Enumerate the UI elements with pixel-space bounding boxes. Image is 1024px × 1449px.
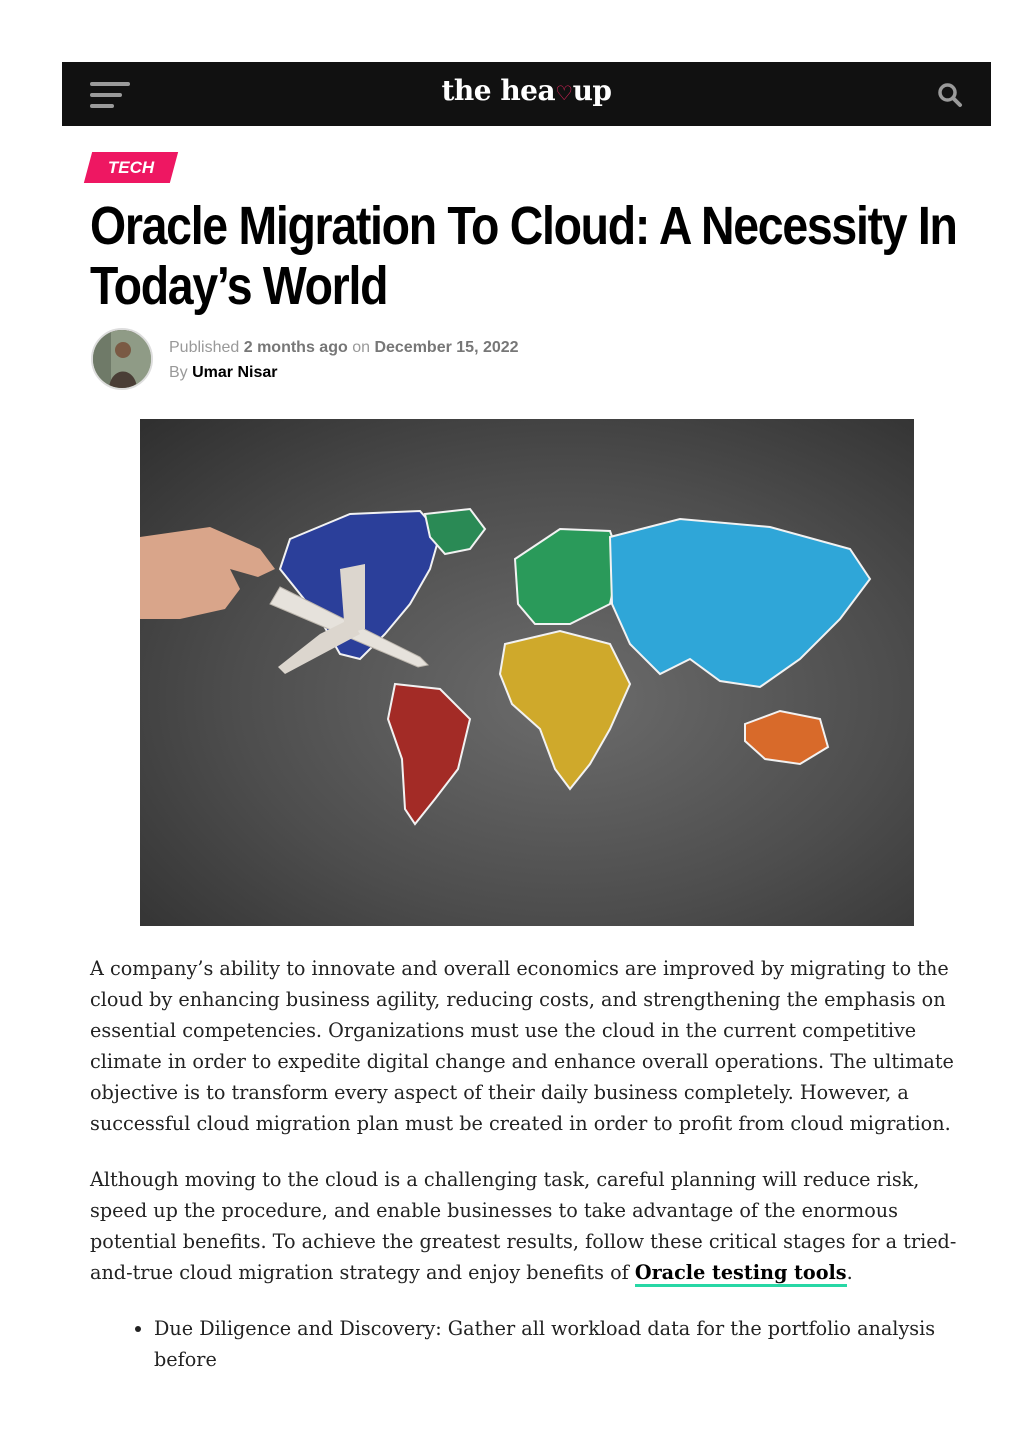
site-logo[interactable] <box>62 74 991 107</box>
search-icon[interactable] <box>937 82 963 108</box>
author-link[interactable]: Umar Nisar <box>192 364 278 381</box>
oracle-testing-tools-link[interactable]: Oracle testing tools <box>635 1261 847 1287</box>
byline <box>169 360 519 385</box>
category-badge[interactable] <box>84 152 178 183</box>
article-body <box>90 953 970 1375</box>
top-navigation-bar <box>62 62 991 126</box>
paragraph-text: Although moving to the cloud is a challenging task, careful planning will reduce risk, speed up the procedure, and enable businesses to take advantage of the enormous potential benefits. To achieve the greatest results, follow these critical stages for a tried-and-true cloud migration strategy and enjoy benefits of <box>90 1168 957 1284</box>
by-label: By <box>169 364 188 381</box>
article-title: Oracle Migration To Cloud: A Necessity In Today’s World <box>90 196 957 316</box>
list-item: • Due Diligence and Discovery: Gather all workload data for the portfolio analysis before <box>154 1313 970 1375</box>
on-label: on <box>352 339 370 356</box>
featured-image <box>140 419 914 926</box>
publish-date: December 15, 2022 <box>374 339 519 356</box>
paragraph: A company’s ability to innovate and overall economics are improved by migrating to the cloud by enhancing business agility, reducing costs, and strengthening the emphasis on essential competencies. Organizations must use the cloud in the current competitive climate in order to expedite digital change and enhance overall operations. The ultimate objective is to transform every aspect of their daily business completely. However, a successful cloud migration plan must be created in order to profit from cloud migration. <box>90 957 954 1135</box>
paragraph <box>90 1164 970 1288</box>
bullet-list <box>90 1313 970 1375</box>
article-meta <box>169 335 519 385</box>
heart-icon: ♡ <box>555 81 573 105</box>
publish-info <box>169 335 519 360</box>
paragraph-end: . <box>846 1261 853 1284</box>
logo-text: the hea <box>441 74 556 107</box>
author-avatar[interactable] <box>91 328 153 390</box>
relative-time: 2 months ago <box>243 339 348 356</box>
logo-text-tail: up <box>572 74 612 107</box>
published-label: Published <box>169 339 240 356</box>
category-label: TECH <box>107 158 155 177</box>
